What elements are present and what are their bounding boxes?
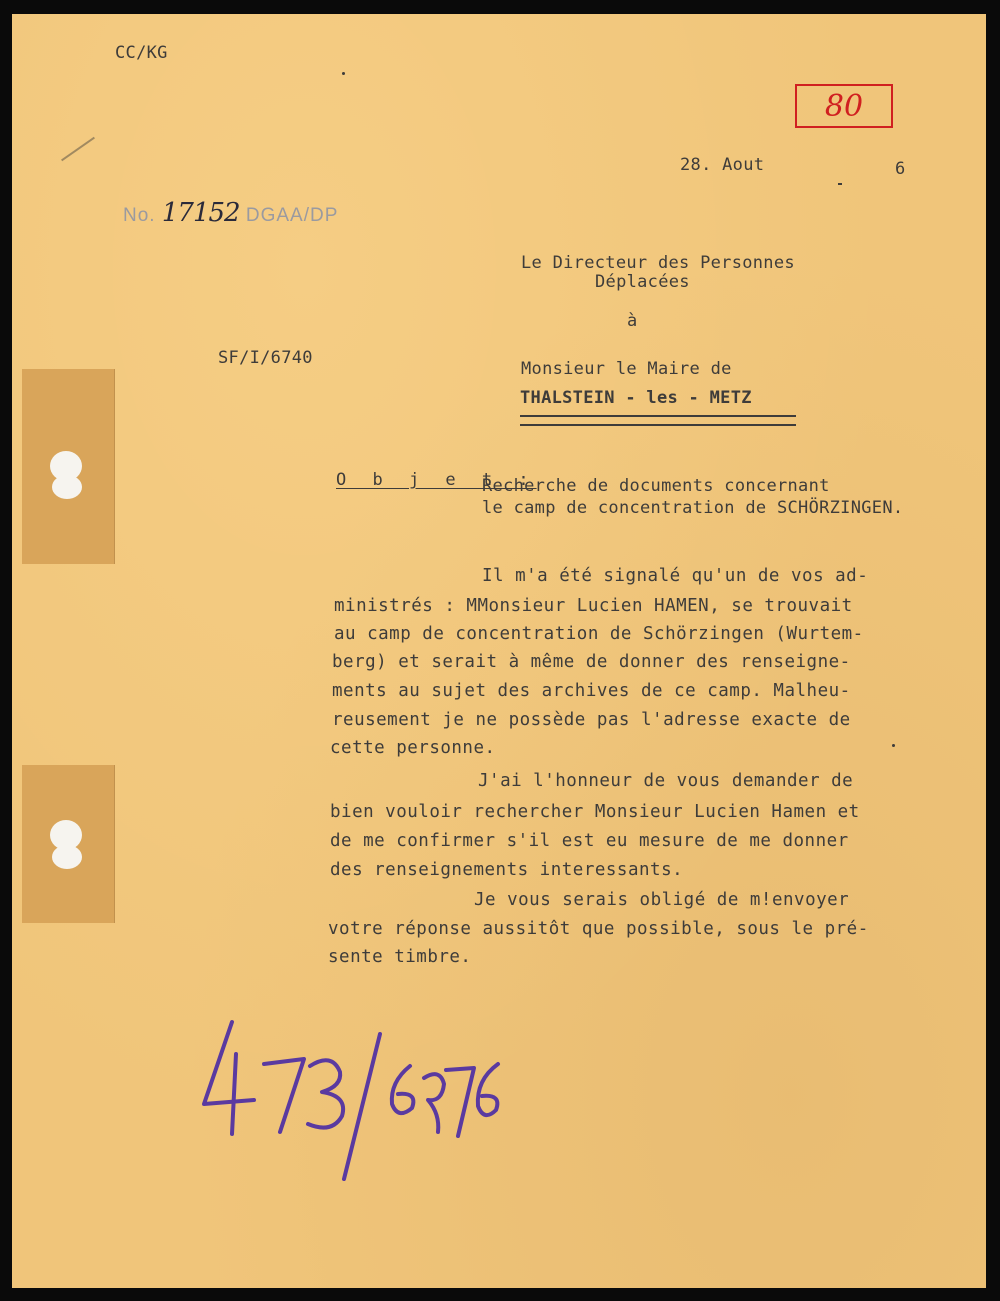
punch-hole-strip-top (22, 369, 115, 564)
body-line: votre réponse aussitôt que possible, sous le pré- (328, 919, 869, 939)
stray-mark (61, 137, 95, 162)
document-page (12, 14, 986, 1288)
recipient-double-underline (520, 415, 796, 426)
page-number-stamp: 80 (795, 84, 893, 128)
subject-label: O b j e t : (336, 470, 537, 490)
body-line: sente timbre. (328, 947, 472, 967)
hand-digit-9 (424, 1074, 444, 1132)
hand-digit-6-b (478, 1064, 498, 1115)
date: 28. Aout (680, 155, 765, 175)
stray-dot (838, 183, 842, 185)
hand-digit-6-a (392, 1066, 414, 1113)
hand-digit-7-b (446, 1068, 474, 1136)
body-line: cette personne. (330, 738, 496, 758)
body-line: reusement je ne possède pas l'adresse exacte de (332, 710, 851, 730)
body-line: au camp de concentration de Schörzingen (Wurtem- (334, 624, 864, 644)
recipient-line-2: THALSTEIN - les - METZ (520, 388, 752, 408)
body-line: Je vous serais obligé de m!envoyer (474, 890, 850, 910)
date-year-digit: 6 (895, 159, 906, 179)
body-line: Il m'a été signalé qu'un de vos ad- (482, 566, 869, 586)
stray-dot (342, 72, 345, 75)
hand-digit-7 (264, 1059, 304, 1132)
punch-hole-bottom-shadow (52, 845, 82, 869)
subject-line-1: Recherche de documents concernant (482, 476, 830, 496)
archive-number-text: 473/6976 (192, 1173, 202, 1175)
body-line: J'ai l'honneur de vous demander de (478, 771, 854, 791)
sender-line-1: Le Directeur des Personnes (521, 253, 795, 273)
body-line: des renseignements interessants. (330, 860, 684, 880)
hand-digit-4-stroke-b (232, 1054, 236, 1134)
reference-suffix: DGAA/DP (245, 205, 339, 226)
connector-a: à (627, 311, 638, 331)
subject-line-2: le camp de concentration de SCHÖRZINGEN. (482, 498, 904, 518)
body-line: berg) et serait à même de donner des renseigne- (332, 652, 851, 672)
hand-slash (344, 1034, 380, 1179)
handwritten-archive-number (192, 1004, 512, 1184)
reference-number (123, 200, 338, 226)
punch-hole-top-shadow (52, 475, 82, 499)
recipient-line-1: Monsieur le Maire de (521, 359, 732, 379)
reference-prefix: No. (123, 205, 156, 226)
file-reference: SF/I/6740 (218, 348, 313, 368)
body-line: bien vouloir rechercher Monsieur Lucien Hamen et (330, 802, 860, 822)
stray-dot (892, 744, 895, 747)
body-line: de me confirmer s'il est eu mesure de me donner (330, 831, 849, 851)
initials: CC/KG (115, 43, 168, 63)
punch-hole-strip-bottom (22, 765, 115, 923)
hand-digit-4-stroke-a (204, 1022, 254, 1104)
body-line: ministrés : MMonsieur Lucien HAMEN, se trouvait (334, 596, 853, 616)
hand-digit-3 (308, 1060, 343, 1127)
body-line: ments au sujet des archives de ce camp. Malheu- (332, 681, 851, 701)
sender-line-2: Déplacées (595, 272, 690, 292)
reference-handwritten-number: 17152 (161, 198, 240, 228)
